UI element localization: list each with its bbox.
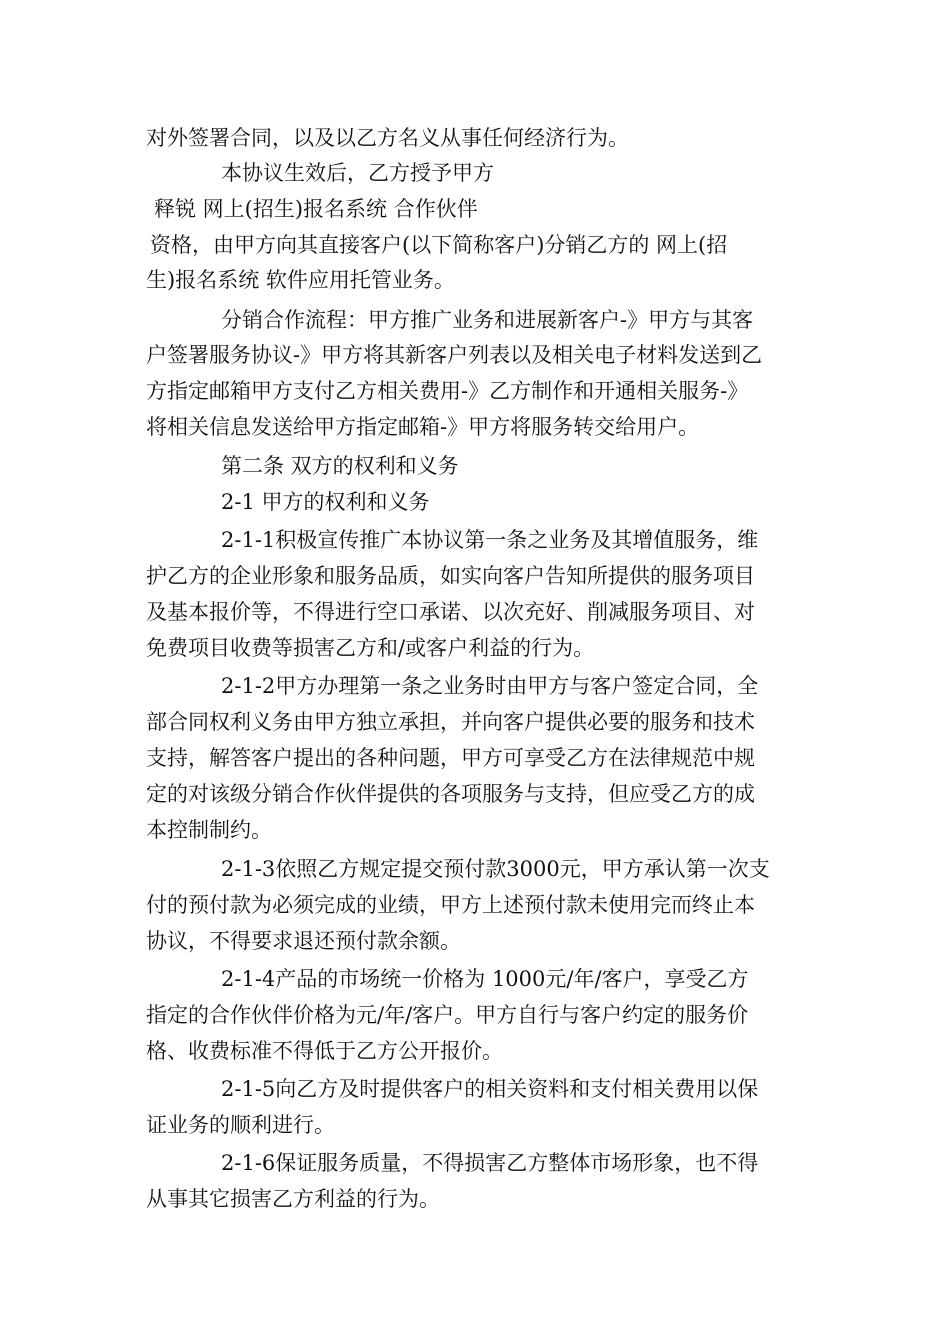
- text-line: 定的对该级分销合作伙伴提供的各项服务与支持，但应受乙方的成: [146, 782, 755, 806]
- text-line: 格、收费标准不得低于乙方公开报价。: [146, 1039, 503, 1063]
- text-line: 从事其它损害乙方利益的行为。: [146, 1187, 440, 1211]
- text-line: 2-1-1积极宣传推广本协议第一条之业务及其增值服务，维: [221, 528, 759, 552]
- text-line: 护乙方的企业形象和服务品质，如实向客户告知所提供的服务项目: [146, 564, 755, 588]
- subsection-heading: 2-1 甲方的权利和义务: [221, 490, 430, 514]
- text-line: 释锐 网上(招生)报名系统 合作伙伴: [154, 197, 478, 221]
- text-line: 协议，不得要求退还预付款余额。: [146, 929, 461, 953]
- text-line: 方指定邮箱甲方支付乙方相关费用-》乙方制作和开通相关服务-》: [146, 379, 749, 403]
- text-line: 分销合作流程：甲方推广业务和进展新客户-》甲方与其客: [221, 308, 754, 332]
- text-line: 免费项目收费等损害乙方和/或客户利益的行为。: [146, 636, 595, 660]
- text-line: 支持，解答客户提出的各种问题，甲方可享受乙方在法律规范中规: [146, 746, 755, 770]
- section-heading: 第二条 双方的权利和义务: [221, 454, 459, 478]
- text-line: 2-1-4产品的市场统一价格为 1000元/年/客户，享受乙方: [221, 967, 749, 991]
- text-line: 本控制制约。: [146, 818, 272, 842]
- text-line: 2-1-2甲方办理第一条之业务时由甲方与客户签定合同，全: [221, 674, 759, 698]
- text-line: 资格，由甲方向其直接客户(以下简称客户)分销乙方的 网上(招: [150, 233, 728, 257]
- text-line: 生)报名系统 软件应用托管业务。: [146, 268, 455, 292]
- text-line: 对外签署合同，以及以乙方名义从事任何经济行为。: [146, 126, 629, 150]
- text-line: 付的预付款为必须完成的业绩，甲方上述预付款未使用完而终止本: [146, 893, 755, 917]
- text-line: 证业务的顺利进行。: [146, 1113, 335, 1137]
- text-line: 2-1-6保证服务质量，不得损害乙方整体市场形象，也不得: [221, 1151, 759, 1175]
- text-line: 本协议生效后，乙方授予甲方: [221, 161, 494, 185]
- text-line: 部合同权利义务由甲方独立承担，并向客户提供必要的服务和技术: [146, 710, 755, 734]
- text-line: 2-1-3依照乙方规定提交预付款3000元，甲方承认第一次支: [221, 857, 770, 881]
- text-line: 指定的合作伙伴价格为元/年/客户。甲方自行与客户约定的服务价: [146, 1003, 749, 1027]
- text-line: 户签署服务协议-》甲方将其新客户列表以及相关电子材料发送到乙: [146, 343, 763, 367]
- text-line: 及基本报价等，不得进行空口承诺、以次充好、削减服务项目、对: [146, 600, 755, 624]
- text-line: 2-1-5向乙方及时提供客户的相关资料和支付相关费用以保: [221, 1077, 759, 1101]
- text-line: 将相关信息发送给甲方指定邮箱-》甲方将服务转交给用户。: [146, 415, 700, 439]
